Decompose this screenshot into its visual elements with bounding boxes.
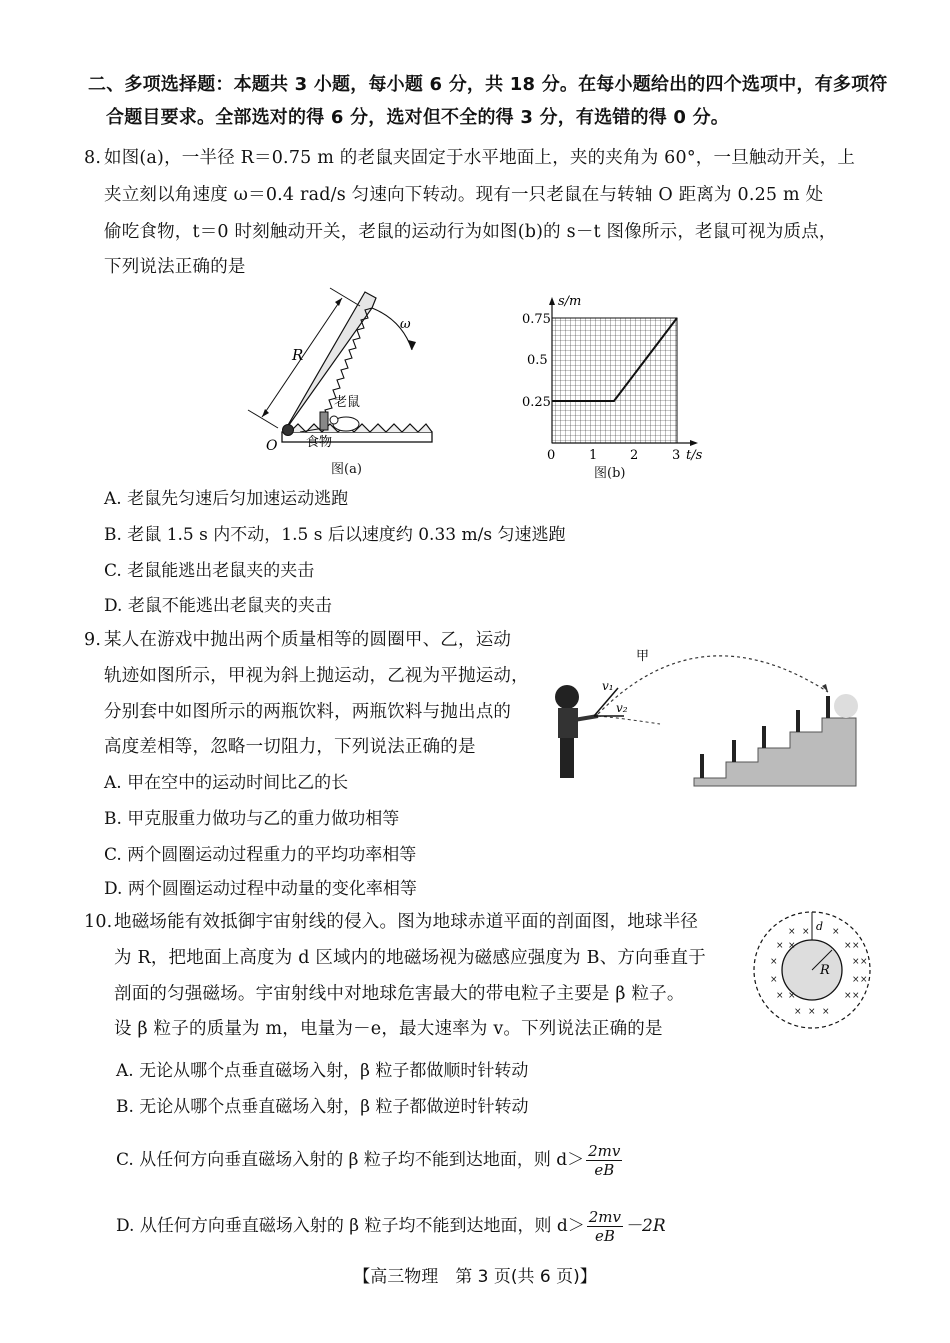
fraction-2mv-over-eB: $\frac{2mv}{eB}$ — [588, 1208, 622, 1245]
q9-option-a[interactable]: A. 甲在空中的运动时间比乙的长 — [104, 773, 349, 793]
q10-option-d-suffix: －2R — [625, 1216, 666, 1236]
x-axis-label: t/s — [686, 448, 703, 463]
q8-line-1: 如图(a)，一半径 R＝0.75 m 的老鼠夹固定于水平地面上，夹的夹角为 60°，一旦触动开关，上 — [104, 148, 856, 168]
q8-line-4: 下列说法正确的是 — [104, 257, 246, 277]
q10-option-b[interactable]: B. 无论从哪个点垂直磁场入射，β 粒子都做逆时针转动 — [116, 1097, 529, 1117]
svg-text:×: × — [808, 1007, 816, 1017]
label-R: R — [292, 346, 304, 364]
label-O: O — [266, 438, 278, 454]
label-d: d — [816, 920, 824, 933]
svg-text:×: × — [860, 957, 868, 967]
q9-option-d[interactable]: D. 两个圆圈运动过程中动量的变化率相等 — [104, 879, 417, 899]
page-footer: 【高三物理 第 3 页(共 6 页)】 — [353, 1267, 597, 1287]
xtick-0: 0 — [547, 448, 556, 463]
q10-number: 10. — [84, 912, 113, 932]
svg-text:×: × — [852, 957, 860, 967]
svg-text:×: × — [794, 1007, 802, 1017]
q8-line-2: 夹立刻以角速度 ω＝0.4 rad/s 匀速向下转动。现有一只老鼠在与转轴 O 距离为 0.25 m 处 — [104, 185, 824, 205]
q8-line-3: 偷吃食物，t＝0 时刻触动开关，老鼠的运动行为如图(b)的 s－t 图像所示，老鼠可视为质点， — [104, 222, 837, 242]
q10-option-c-text: C. 从任何方向垂直磁场入射的 β 粒子均不能到达地面，则 d＞ — [116, 1150, 585, 1170]
xtick-1: 1 — [589, 448, 598, 463]
q10-line-2: 为 R，把地面上高度为 d 区域内的地磁场视为磁感应强度为 B、方向垂直于 — [114, 948, 706, 968]
section-heading-line1: 二、多项选择题：本题共 3 小题，每小题 6 分，共 18 分。在每小题给出的四个选项中，有多项符 — [88, 74, 888, 95]
q8-number: 8. — [84, 148, 102, 168]
fraction-2mv-over-eB: $\frac{2mv}{eB}$ — [588, 1142, 621, 1179]
label-v1: v₁ — [602, 679, 614, 693]
svg-text:×: × — [770, 975, 778, 985]
label-R-earth: R — [820, 963, 830, 978]
q9-option-c[interactable]: C. 两个圆圈运动过程重力的平均功率相等 — [104, 845, 417, 865]
q10-option-c[interactable] — [116, 1142, 624, 1179]
svg-text:×: × — [788, 927, 796, 937]
q10-option-d-text: D. 从任何方向垂直磁场入射的 β 粒子均不能到达地面，则 d＞ — [116, 1216, 585, 1236]
svg-text:×: × — [788, 991, 796, 1001]
ytick-0.75: 0.75 — [522, 312, 551, 327]
svg-text:×: × — [844, 941, 852, 951]
svg-text:×: × — [770, 957, 778, 967]
q8-option-b[interactable]: B. 老鼠 1.5 s 内不动，1.5 s 后以速度约 0.33 m/s 匀速逃跑 — [104, 525, 566, 545]
q8-option-d[interactable]: D. 老鼠不能逃出老鼠夹的夹击 — [104, 596, 332, 616]
q10-line-3: 剖面的匀强磁场。宇宙射线中对地球危害最大的带电粒子主要是 β 粒子。 — [114, 984, 685, 1004]
q10-line-4: 设 β 粒子的质量为 m，电量为－e，最大速率为 v。下列说法正确的是 — [114, 1019, 663, 1039]
q9-line-4: 高度差相等，忽略一切阻力，下列说法正确的是 — [104, 737, 476, 757]
q10-option-d[interactable] — [116, 1208, 666, 1245]
svg-text:×: × — [860, 975, 868, 985]
svg-text:×: × — [852, 941, 860, 951]
q8-option-c[interactable]: C. 老鼠能逃出老鼠夹的夹击 — [104, 561, 315, 581]
label-omega: ω — [400, 317, 411, 332]
svg-text:×: × — [788, 941, 796, 951]
svg-text:×: × — [802, 927, 810, 937]
section-heading-line2: 合题目要求。全部选对的得 6 分，选对但不全的得 3 分，有选错的得 0 分。 — [106, 107, 729, 128]
svg-text:×: × — [844, 991, 852, 1001]
ytick-0.25: 0.25 — [522, 395, 551, 410]
label-mouse: 老鼠 — [334, 395, 361, 410]
xtick-2: 2 — [630, 448, 639, 463]
q9-number: 9. — [84, 630, 102, 650]
q9-line-2: 轨迹如图所示，甲视为斜上抛运动，乙视为平抛运动， — [104, 666, 529, 686]
label-jia: 甲 — [636, 649, 650, 664]
svg-text:×: × — [822, 1007, 830, 1017]
label-food: 食物 — [306, 435, 333, 450]
y-axis-label: s/m — [558, 294, 582, 309]
q9-option-b[interactable]: B. 甲克服重力做功与乙的重力做功相等 — [104, 809, 400, 829]
figure-b-st-chart — [500, 285, 730, 480]
q9-line-3: 分别套中如图所示的两瓶饮料，两瓶饮料与抛出点的 — [104, 702, 512, 722]
ytick-0.5: 0.5 — [527, 353, 548, 368]
q8-option-a[interactable]: A. 老鼠先匀速后匀加速运动逃跑 — [104, 489, 349, 509]
q10-line-1: 地磁场能有效抵御宇宙射线的侵入。图为地球赤道平面的剖面图，地球半径 — [114, 912, 699, 932]
svg-text:×: × — [832, 927, 840, 937]
figure-ring-toss — [550, 640, 880, 800]
svg-text:×: × — [852, 991, 860, 1001]
svg-text:×: × — [852, 975, 860, 985]
q9-line-1: 某人在游戏中抛出两个质量相等的圆圈甲、乙，运动 — [104, 630, 512, 650]
label-v2: v₂ — [616, 701, 628, 715]
figure-a-mousetrap — [230, 280, 470, 480]
figure-earth-magnetic-field — [748, 906, 876, 1034]
figure-a-caption: 图(a) — [331, 462, 362, 477]
svg-text:×: × — [776, 991, 784, 1001]
figure-b-caption: 图(b) — [594, 466, 626, 481]
q10-option-a[interactable]: A. 无论从哪个点垂直磁场入射，β 粒子都做顺时针转动 — [116, 1061, 529, 1081]
svg-text:×: × — [776, 941, 784, 951]
xtick-3: 3 — [672, 448, 681, 463]
